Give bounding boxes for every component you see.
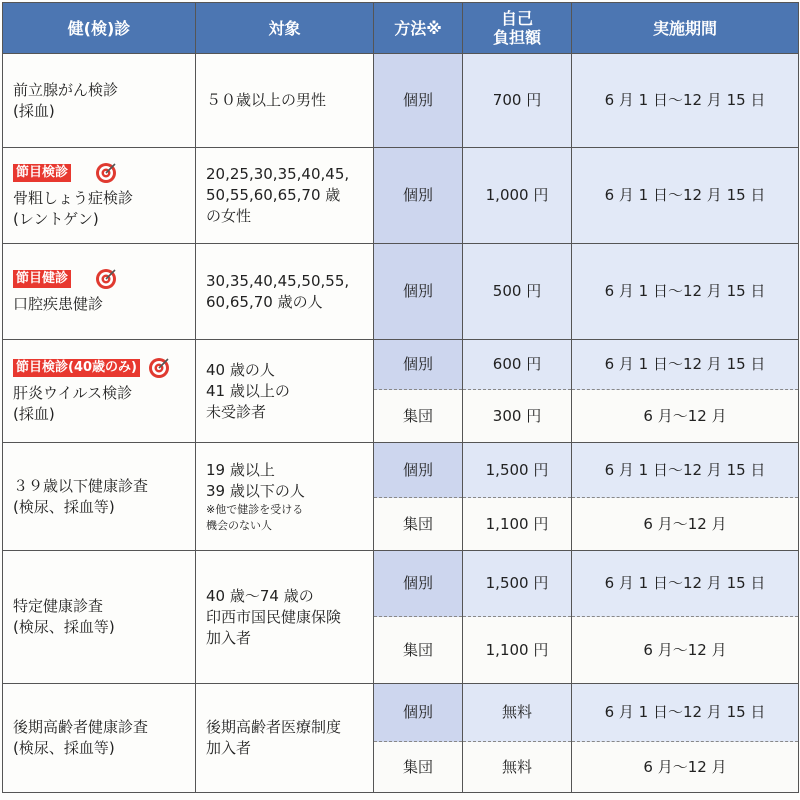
table-row [3, 443, 799, 498]
target-icon [95, 268, 117, 290]
target-line: 30,35,40,45,50,55, [206, 271, 350, 290]
period-cell: 6 月 1 日〜12 月 15 日 [572, 551, 799, 617]
header-cost-line2: 負担額 [492, 28, 541, 47]
method-cell: 個別 [374, 244, 463, 340]
target-note: ※他で健診を受ける [206, 502, 304, 516]
exam-name-line: (採血) [13, 101, 55, 120]
period-cell: 6 月〜12 月 [572, 742, 799, 793]
target-line: 41 歳以上の [206, 381, 290, 400]
exam-name-line: (検尿、採血等) [13, 739, 115, 757]
method-cell: 個別 [374, 148, 463, 244]
table-row [3, 244, 799, 340]
target-cell [196, 148, 374, 244]
table-row [3, 684, 799, 742]
table-row [3, 54, 799, 148]
target-icon [95, 162, 117, 184]
table-row [3, 148, 799, 244]
period-cell: 6 月〜12 月 [572, 498, 799, 551]
exam-name-cell [3, 54, 196, 148]
period-cell: 6 月 1 日〜12 月 15 日 [572, 684, 799, 742]
screening-table [2, 2, 799, 793]
target-line: 60,65,70 歳の人 [206, 292, 323, 311]
header-cost [463, 3, 572, 54]
cost-cell: 700 円 [463, 54, 572, 148]
method-cell: 個別 [374, 340, 463, 390]
exam-name-line: 口腔疾患健診 [13, 295, 104, 313]
cost-cell: 500 円 [463, 244, 572, 340]
target-line: 39 歳以下の人 [206, 481, 305, 500]
period-cell: 6 月 1 日〜12 月 15 日 [572, 54, 799, 148]
header-exam: 健(検)診 [3, 3, 196, 54]
target-line: 加入者 [206, 628, 252, 647]
badge-line [13, 357, 195, 383]
method-cell: 個別 [374, 684, 463, 742]
header-target: 対象 [196, 3, 374, 54]
header-cost-line1: 自己 [500, 9, 533, 28]
exam-name-line: 骨粗しょう症検診 [13, 188, 134, 207]
milestone-badge: 節目検診 [13, 164, 71, 182]
target-line: 50,55,60,65,70 歳 [206, 186, 341, 204]
header-period: 実施期間 [572, 3, 799, 54]
cost-cell: 無料 [463, 684, 572, 742]
target-cell [196, 54, 374, 148]
table-row [3, 551, 799, 617]
target-line: 印西市国民健康保険 [206, 607, 342, 626]
method-cell: 集団 [374, 742, 463, 793]
exam-name-cell [3, 443, 196, 551]
exam-name-line: (検尿、採血等) [13, 497, 115, 516]
period-cell: 6 月 1 日〜12 月 15 日 [572, 340, 799, 390]
cost-cell: 1,500 円 [463, 443, 572, 498]
period-cell: 6 月〜12 月 [572, 390, 799, 443]
period-cell: 6 月〜12 月 [572, 617, 799, 684]
badge-line [13, 268, 195, 294]
cost-cell: 1,500 円 [463, 551, 572, 617]
exam-name-cell [3, 148, 196, 244]
exam-name-line: 前立腺がん検診 [13, 80, 119, 99]
period-cell: 6 月 1 日〜12 月 15 日 [572, 244, 799, 340]
exam-name-line: ３９歳以下健康診査 [13, 476, 149, 495]
header-row [3, 3, 799, 54]
target-cell [196, 443, 374, 551]
target-line: ５０歳以上の男性 [206, 91, 327, 109]
exam-name-line: (検尿、採血等) [13, 618, 115, 636]
cost-cell: 600 円 [463, 340, 572, 390]
method-cell: 集団 [374, 498, 463, 551]
target-cell [196, 684, 374, 793]
exam-name-cell [3, 551, 196, 684]
target-line: の女性 [206, 207, 252, 225]
cost-cell: 1,100 円 [463, 498, 572, 551]
milestone-badge: 節目検診(40歳のみ) [13, 359, 140, 377]
target-line: 19 歳以上 [206, 460, 275, 479]
target-cell [196, 340, 374, 443]
exam-name-cell [3, 340, 196, 443]
method-cell: 個別 [374, 443, 463, 498]
period-cell: 6 月 1 日〜12 月 15 日 [572, 443, 799, 498]
method-cell: 個別 [374, 54, 463, 148]
target-icon [148, 357, 170, 379]
target-line: 20,25,30,35,40,45, [206, 165, 350, 183]
target-note: 機会のない人 [206, 518, 272, 532]
method-cell: 集団 [374, 390, 463, 443]
period-cell: 6 月 1 日〜12 月 15 日 [572, 148, 799, 244]
method-cell: 個別 [374, 551, 463, 617]
exam-name-line: (レントゲン) [13, 209, 99, 228]
target-line: 40 歳の人 [206, 360, 275, 379]
cost-cell: 300 円 [463, 390, 572, 443]
target-line: 40 歳〜74 歳の [206, 586, 314, 605]
target-cell [196, 551, 374, 684]
exam-name-line: 肝炎ウイルス検診 [13, 384, 133, 402]
badge-line [13, 162, 195, 188]
cost-cell: 1,100 円 [463, 617, 572, 684]
exam-name-line: 特定健康診査 [13, 597, 104, 615]
target-cell [196, 244, 374, 340]
exam-name-cell [3, 684, 196, 793]
header-method: 方法※ [374, 3, 463, 54]
exam-name-line: (採血) [13, 405, 55, 423]
method-cell: 集団 [374, 617, 463, 684]
milestone-badge: 節目健診 [13, 270, 71, 288]
exam-name-cell [3, 244, 196, 340]
exam-name-line: 後期高齢者健康診査 [13, 718, 149, 736]
table-row [3, 340, 799, 390]
target-line: 後期高齢者医療制度 [206, 718, 342, 736]
target-line: 加入者 [206, 739, 252, 757]
cost-cell: 無料 [463, 742, 572, 793]
cost-cell: 1,000 円 [463, 148, 572, 244]
target-line: 未受診者 [206, 402, 267, 421]
